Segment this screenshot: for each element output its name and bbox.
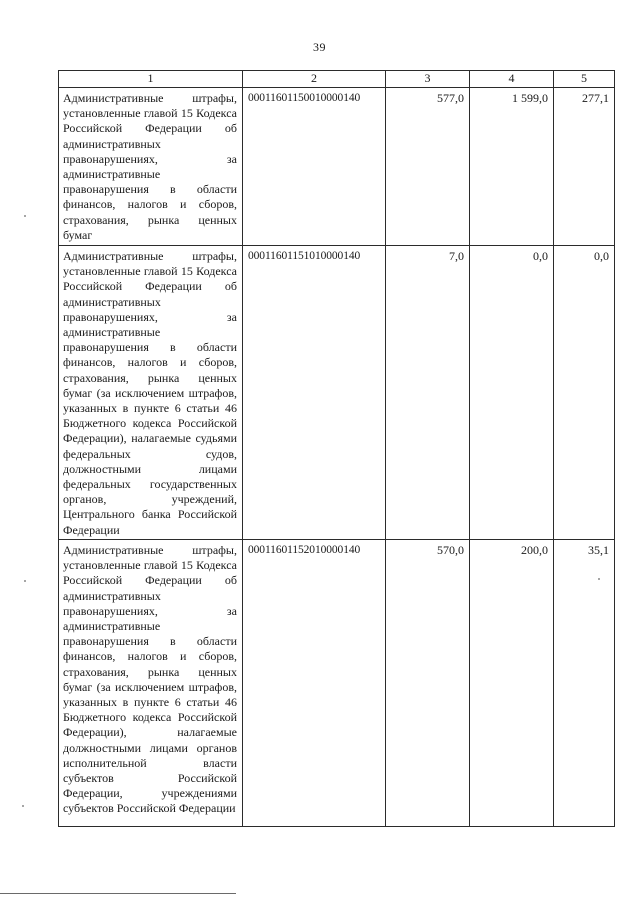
row-code: 00011601151010000140	[243, 246, 386, 540]
row-value-col5: 35,1	[554, 540, 615, 827]
scan-speck	[598, 578, 600, 580]
column-header-4: 4	[470, 71, 554, 88]
scan-speck	[24, 580, 26, 582]
row-value-col4: 0,0	[470, 246, 554, 540]
row-description: Административные штрафы, установленные главой 15 Кодекса Российской Федерации об административных правонарушениях, за административные правонарушения в области финансов, налогов и сборов, страхования, рынка ценных бумаг (за исключением штрафов, указанных в пункте 6 статьи 46 Бюджетного кодекса Российской Федерации), налагаемые судьями федеральных судов, должностными лицами федеральных государственных органов, учреждений, Центрального банка Российской Федерации	[59, 246, 243, 540]
row-description: Административные штрафы, установленные главой 15 Кодекса Российской Федерации об административных правонарушениях, за административные правонарушения в области финансов, налогов и сборов, страхования, рынка ценных бумаг (за исключением штрафов, указанных в пункте 6 статьи 46 Бюджетного кодекса Российской Федерации), налагаемые должностными лицами органов исполнительной власти субъектов Российской Федерации, учреждениями субъектов Российской Федерации	[59, 540, 243, 827]
column-header-5: 5	[554, 71, 615, 88]
table-row	[59, 246, 615, 540]
row-value-col3: 7,0	[386, 246, 470, 540]
table-header-row	[59, 71, 615, 88]
row-value-col3: 577,0	[386, 88, 470, 246]
row-description: Административные штрафы, установленные главой 15 Кодекса Российской Федерации об административных правонарушениях, за административные правонарушения в области финансов, налогов и сборов, страхования, рынка ценных бумаг	[59, 88, 243, 246]
table-row	[59, 88, 615, 246]
row-value-col5: 277,1	[554, 88, 615, 246]
row-value-col4: 1 599,0	[470, 88, 554, 246]
table-row	[59, 540, 615, 827]
row-code: 00011601152010000140	[243, 540, 386, 827]
budget-table	[58, 70, 615, 827]
row-code: 00011601150010000140	[243, 88, 386, 246]
scan-speck	[22, 805, 24, 807]
column-header-2: 2	[243, 71, 386, 88]
row-value-col3: 570,0	[386, 540, 470, 827]
column-header-1: 1	[59, 71, 243, 88]
scan-speck	[24, 215, 26, 217]
row-value-col4: 200,0	[470, 540, 554, 827]
row-value-col5: 0,0	[554, 246, 615, 540]
page-number: 39	[313, 40, 326, 54]
scan-edge-line	[0, 893, 236, 894]
column-header-3: 3	[386, 71, 470, 88]
